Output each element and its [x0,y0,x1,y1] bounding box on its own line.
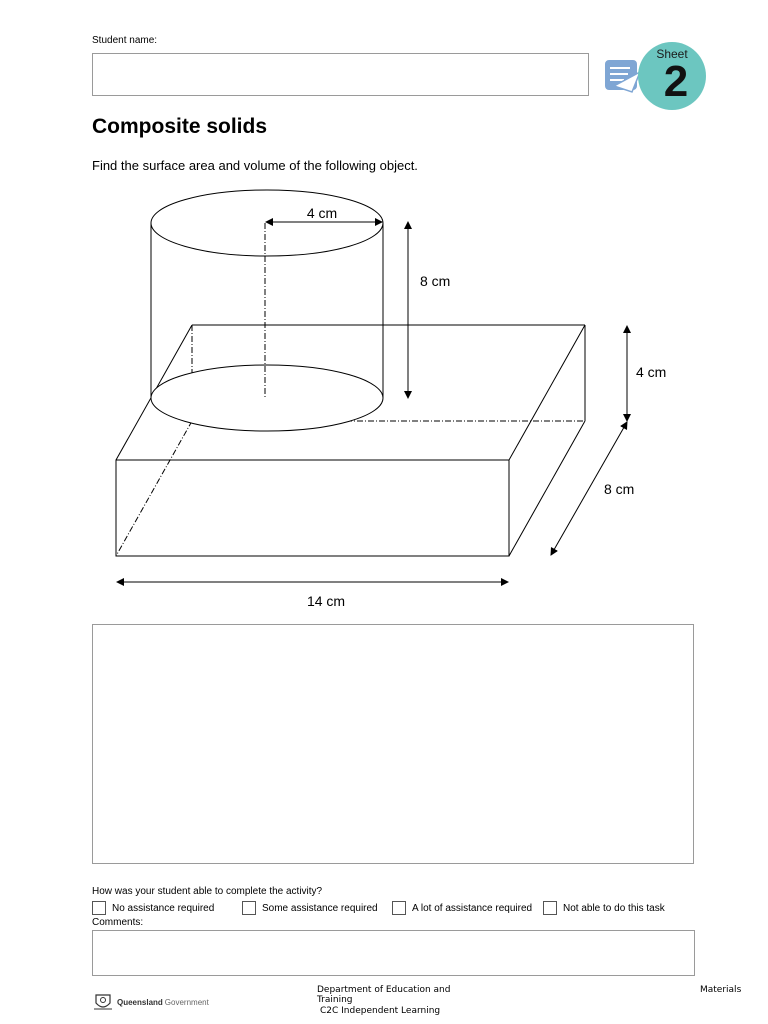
queensland-government-logo [92,990,209,1014]
sheet-number: 2 [663,57,689,106]
footer-department: Department of Education and Training [317,985,451,1005]
comments-field[interactable] [92,930,695,976]
option-label: Some assistance required [262,902,378,914]
composite-solid-diagram [100,185,700,615]
prism-bottom-right-edge [509,421,585,556]
footer-section: Materials [700,985,742,995]
footer-program: C2C Independent Learning [320,1006,441,1016]
option-not-able[interactable] [543,900,665,916]
checkbox[interactable] [92,901,106,915]
instruction-text: Find the surface area and volume of the following object. [92,158,418,173]
comments-label: Comments: [92,917,144,928]
logo-text-bold: Queensland [117,997,163,1007]
answer-area[interactable] [92,624,694,864]
assessment-question: How was your student able to complete the activity? [92,886,323,897]
cylinder-top [151,190,383,256]
coat-of-arms-icon [92,991,114,1013]
checkbox[interactable] [543,901,557,915]
student-name-field[interactable] [92,53,589,96]
prism-front-face [116,460,509,556]
prism-height-label: 4 cm [636,364,667,380]
cylinder-base [151,365,383,431]
option-label: A lot of assistance required [412,902,533,914]
page-title: Composite solids [92,115,268,138]
checkbox[interactable] [392,901,406,915]
prism-top-right-edge [509,325,585,460]
cylinder-height-label: 8 cm [420,273,451,289]
prism-depth-label: 8 cm [604,481,635,497]
sheet-badge [600,42,710,112]
option-no-assistance[interactable] [92,900,214,916]
worksheet-icon [605,60,640,92]
sheet-label: Sheet [656,47,688,61]
student-name-label: Student name: [92,35,158,46]
option-label: Not able to do this task [563,902,665,914]
radius-label: 4 cm [306,205,338,221]
checkbox[interactable] [242,901,256,915]
option-label: No assistance required [112,902,215,914]
option-some-assistance[interactable] [242,900,378,916]
option-lot-of-assistance[interactable] [392,900,532,916]
prism-length-label: 14 cm [306,593,346,609]
logo-text-light: Government [164,997,209,1007]
